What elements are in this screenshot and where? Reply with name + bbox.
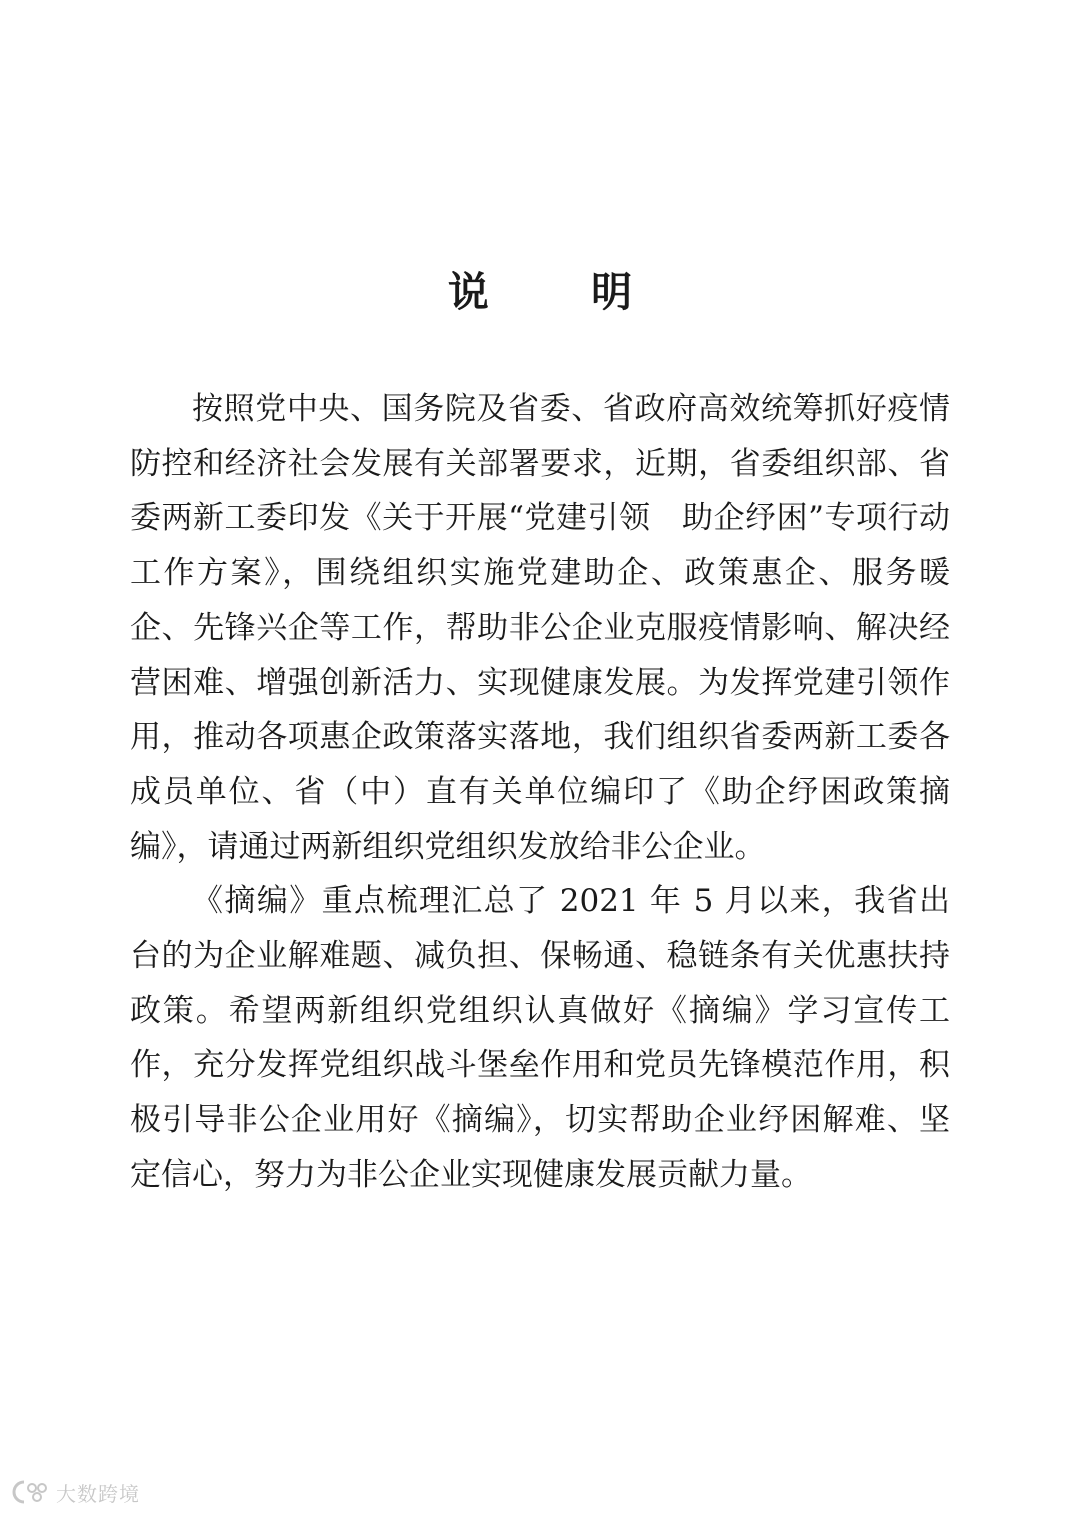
paragraph-2: 《摘编》重点梳理汇总了 2021 年 5 月以来，我省出台的为企业解难题、减负担、保畅通、稳链条有关优惠扶持政策。希望两新组织党组织认真做好《摘编》学习宣传工作，充分发挥党组织战斗堡垒作用和党员先锋模范作用，积极引导非公企业用好《摘编》，切实帮助企业纾困解难、坚定信心，努力为非公企业实现健康发展贡献力量。 — [130, 883, 950, 1193]
watermark — [10, 1472, 140, 1512]
page-title: 说 明 — [447, 268, 677, 316]
paragraph-1: 按照党中央、国务院及省委、省政府高效统筹抓好疫情防控和经济社会发展有关部署要求，近期，省委组织部、省委两新工委印发《关于开展“党建引领 助企纾困”专项行动工作方案》，围绕组织实施党建助企、政策惠企、服务暖企、先锋兴企等工作，帮助非公企业克服疫情影响、解决经营困难、增强创新活力、实现健康发展。为发挥党建引领作用，推动各项惠企政策落实落地，我们组织省委两新工委各成员单位、省（中）直有关单位编印了《助企纾困政策摘编》，请通过两新组织党组织发放给非公企业。 — [130, 391, 950, 865]
document-body — [130, 382, 950, 1203]
brand-logo-icon — [10, 1478, 52, 1506]
watermark-text: 大数跨境 — [56, 1481, 140, 1506]
